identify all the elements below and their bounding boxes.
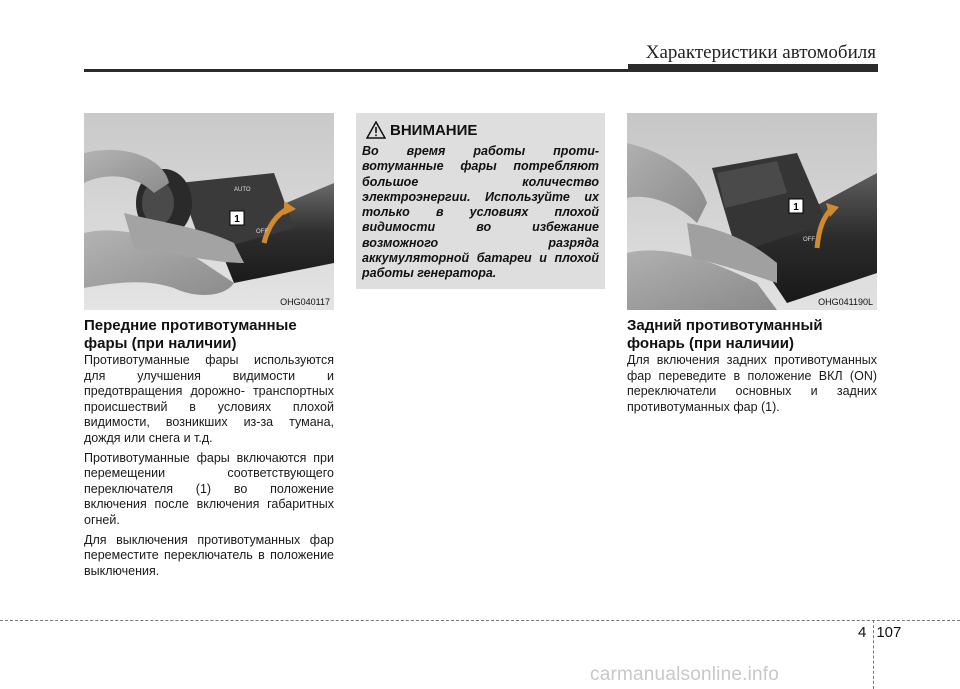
front-fog-switch-photo (84, 113, 334, 310)
warning-title: ВНИМАНИЕ (390, 122, 478, 139)
rear-fog-para: Для включения задних противотуманных фар переведите в положение ВКЛ (ON) переключатели основных и задних противотуманных фар (1). (627, 353, 878, 414)
lever-label-off: OFF (256, 229, 268, 235)
warning-box (356, 113, 605, 289)
page-number-value: 107 (876, 624, 902, 641)
switch-marker-label: 1 (234, 214, 240, 225)
header-rule-accent (628, 64, 878, 72)
rear-fog-body (627, 353, 877, 419)
rear-fog-heading: Задний противотуманный фонарь (при наличии) (627, 317, 823, 352)
lever-label-auto: AUTO (234, 187, 251, 193)
header-title: Характеристики автомобиля (645, 42, 876, 63)
rear-fog-switch-photo (627, 113, 877, 310)
front-fog-para-3: Для выключения противотуманных фар переместите переключатель в положение выключения. (84, 532, 334, 578)
switch-marker-label: 1 (793, 202, 799, 213)
figure-code: OHG040117 (280, 297, 330, 307)
front-fog-para-2: Противотуманные фары включаются при перемещении соответствующего переключателя (1) во положение включения после включения габаритных огней. (84, 450, 334, 527)
figure-code: OHG041190L (818, 297, 873, 307)
front-fog-heading: Передние противотуманные фары (при наличии) (84, 317, 297, 352)
watermark: carmanualsonline.info (590, 664, 780, 685)
front-fog-para-1: Противотуманные фары используются для улучшения видимости и предотвращения дорожно- транспортных происшествий в условиях плохой видимости, возникших из-за тумана, дождя или снега и т.д. (84, 353, 334, 445)
lever-label-off: OFF (803, 237, 815, 243)
chapter-number: 4 (858, 624, 867, 641)
footer-dash-line (0, 620, 960, 621)
page-number (858, 624, 901, 641)
warning-triangle-icon (366, 121, 386, 139)
warning-body: Во время работы проти- вотуманные фары потребляют большое количество электроэнергии. Используйте их только в условиях плохой видимости во избежание возможного разряда аккумуляторной батареи и плохой работы генератора. (362, 144, 599, 281)
front-fog-body (84, 353, 334, 583)
